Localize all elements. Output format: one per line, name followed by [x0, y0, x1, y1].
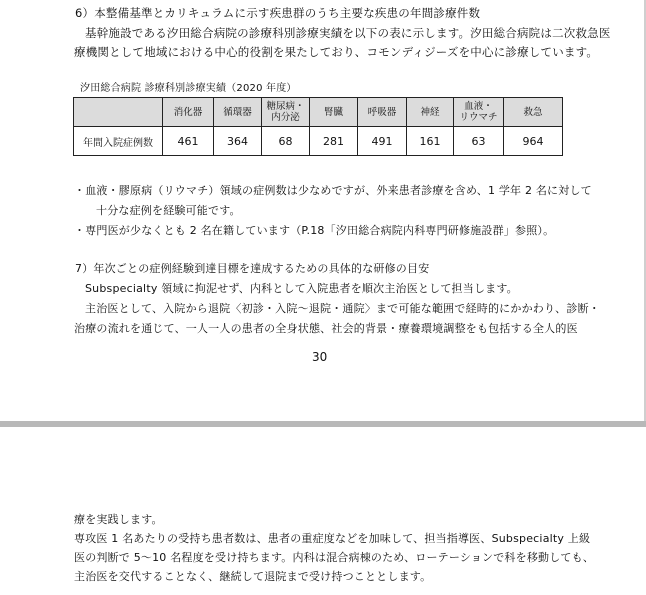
next-page-line-1: 療を実践します。 [74, 513, 163, 526]
table-header-row [74, 98, 563, 127]
next-page-line-4: 主治医を交代することなく、継続して退院まで受け持つこととします。 [74, 570, 432, 583]
section-6-paragraph-line-2: 療機関として地域における中心的役割を果たしており、コモンディジーズを中心に診療しています。 [74, 45, 599, 59]
table-cell: 68 [262, 127, 310, 156]
bullet-1-line-2: 十分な症例を経験可能です。 [96, 204, 241, 217]
column-header: 救急 [504, 98, 563, 127]
table-row [74, 127, 563, 156]
page-number: 30 [312, 350, 328, 364]
section-7-line-2: 主治医として、入院から退院〈初診・入院～退院・通院〉まで可能な範囲で経時的にかかわり、診断・ [85, 302, 600, 315]
column-header: 血液・ リウマチ [454, 98, 504, 127]
column-header: 呼吸器 [358, 98, 407, 127]
table-cell: 461 [163, 127, 214, 156]
table-corner-cell [74, 98, 163, 127]
next-page-line-2: 専攻医 1 名あたりの受持ち患者数は、患者の重症度などを加味して、担当指導医、Subspecialty 上級 [74, 532, 591, 545]
section-6-heading: 6）本整備基準とカリキュラムに示す疾患群のうち主要な疾患の年間診療件数 [75, 6, 481, 20]
table-cell: 364 [214, 127, 262, 156]
section-6-paragraph-line-1: 基幹施設である汐田総合病院の診療科別診療実績を以下の表に示します。汐田総合病院は二次救急医 [85, 26, 611, 40]
table-cell: 964 [504, 127, 563, 156]
section-7-heading: 7）年次ごとの症例経験到達目標を達成するための具体的な研修の目安 [75, 262, 430, 275]
row-label: 年間入院症例数 [74, 127, 163, 156]
column-header: 糖尿病・ 内分泌 [262, 98, 310, 127]
table-caption: 汐田総合病院 診療科別診療実績（2020 年度） [80, 83, 297, 94]
column-header: 神経 [407, 98, 454, 127]
section-7-line-3: 治療の流れを通じて、一人一人の患者の全身状態、社会的背景・療養環境調整をも包括する全人的医 [74, 322, 578, 335]
table-cell: 63 [454, 127, 504, 156]
table-cell: 491 [358, 127, 407, 156]
table-cell: 161 [407, 127, 454, 156]
column-header: 腎臓 [310, 98, 358, 127]
section-7-line-1: Subspecialty 領域に拘泥せず、内科として入院患者を順次主治医として担当します。 [85, 282, 518, 295]
table-cell: 281 [310, 127, 358, 156]
bullet-2: ・専門医が少なくとも 2 名在籍しています（P.18「汐田総合病院内科専門研修施設群」参照）。 [74, 224, 555, 237]
document-page-next [0, 427, 646, 595]
next-page-line-3: 医の判断で 5～10 名程度を受け持ちます。内科は混合病棟のため、ローテーションで科を移動しても、 [74, 551, 595, 564]
department-cases-table [73, 97, 563, 156]
bullet-1-line-1: ・血液・膠原病（リウマチ）領域の症例数は少なめですが、外来患者診療を含め、1 学年 2 名に対して [74, 184, 592, 197]
column-header: 循環器 [214, 98, 262, 127]
column-header: 消化器 [163, 98, 214, 127]
